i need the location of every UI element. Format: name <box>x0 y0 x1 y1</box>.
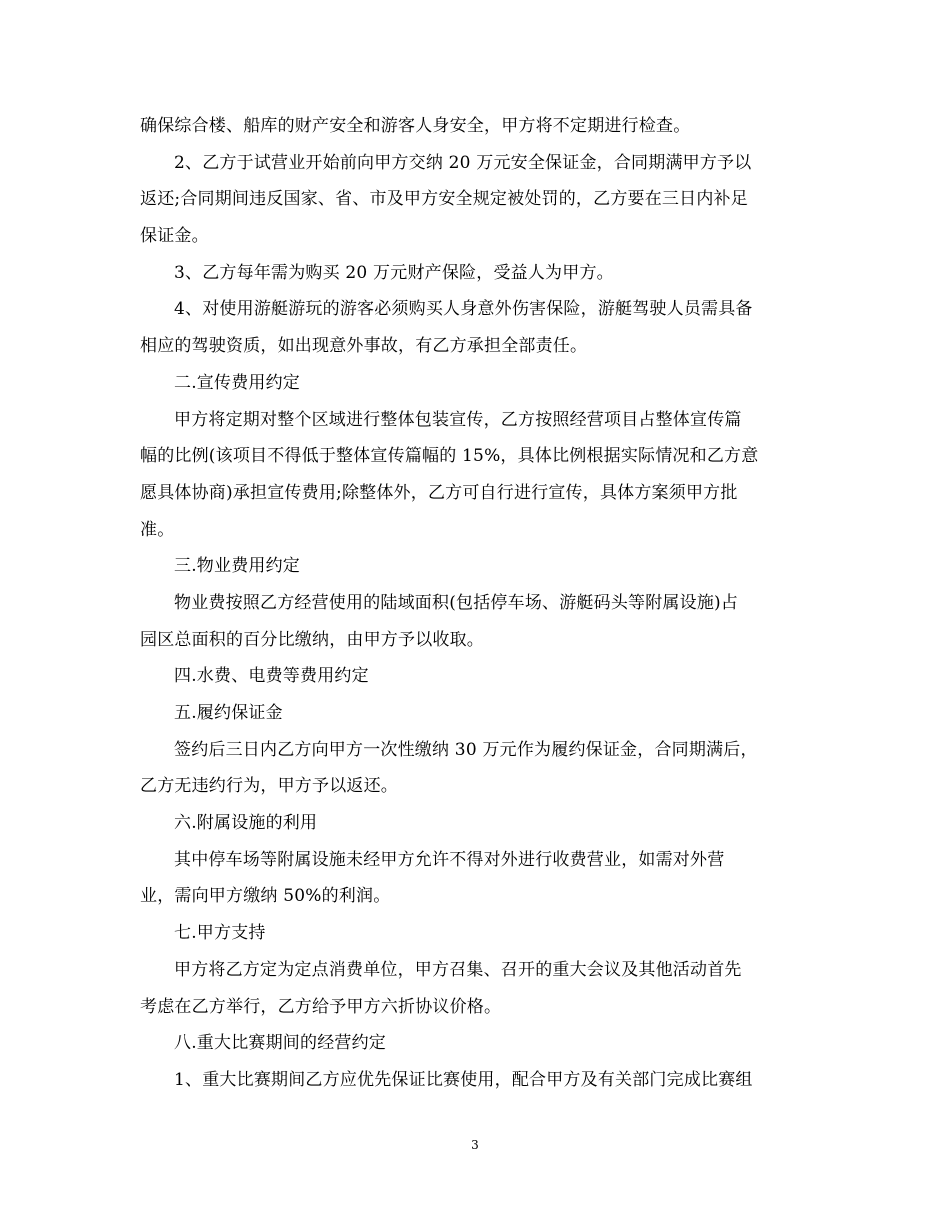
text-line: 确保综合楼、船库的财产安全和游客人身安全，甲方将不定期进行检查。 <box>140 116 691 136</box>
text-line: 保证金。 <box>140 226 209 247</box>
text-line: 二.宣传费用约定 <box>174 372 301 393</box>
text-line: 四.水费、电费等费用约定 <box>174 666 369 687</box>
text-line: 其中停车场等附属设施未经甲方允许不得对外进行收费营业，如需对外营 <box>174 849 725 870</box>
text-line: 乙方无违约行为，甲方予以返还。 <box>140 776 398 797</box>
text-line: 幅的比例(该项目不得低于整体宣传篇幅的 15%，具体比例根据实际情况和乙方意 <box>140 446 759 467</box>
text-line: 3、乙方每年需为购买 20 万元财产保险，受益人为甲方。 <box>174 262 614 283</box>
text-line: 七.甲方支持 <box>174 923 266 944</box>
text-line: 4、对使用游艇游玩的游客必须购买人身意外伤害保险，游艇驾驶人员需具备 <box>174 299 753 320</box>
text-line: 考虑在乙方举行，乙方给予甲方六折协议价格。 <box>140 996 502 1017</box>
text-line: 1、重大比赛期间乙方应优先保证比赛使用，配合甲方及有关部门完成比赛组 <box>174 1069 753 1090</box>
text-line: 返还;合同期间违反国家、省、市及甲方安全规定被处罚的，乙方要在三日内补足 <box>140 189 748 210</box>
text-line: 五.履约保证金 <box>174 703 283 723</box>
text-line: 准。 <box>140 519 175 540</box>
text-line: 三.物业费用约定 <box>174 556 301 577</box>
text-line: 相应的驾驶资质，如出现意外事故，有乙方承担全部责任。 <box>140 336 588 357</box>
text-line: 签约后三日内乙方向甲方一次性缴纳 30 万元作为履约保证金，合同期满后， <box>174 739 758 760</box>
text-line: 六.附属设施的利用 <box>174 813 318 834</box>
text-line: 物业费按照乙方经营使用的陆域面积(包括停车场、游艇码头等附属设施)占 <box>174 592 739 613</box>
document-body <box>0 108 950 1099</box>
text-line: 甲方将定期对整个区域进行整体包装宣传，乙方按照经营项目占整体宣传篇 <box>174 409 742 430</box>
text-line: 甲方将乙方定为定点消费单位，甲方召集、召开的重大会议及其他活动首先 <box>174 959 742 980</box>
text-line: 园区总面积的百分比缴纳，由甲方予以收取。 <box>140 629 484 650</box>
text-line: 业，需向甲方缴纳 50%的利润。 <box>140 886 391 907</box>
text-line: 2、乙方于试营业开始前向甲方交纳 20 万元安全保证金，合同期满甲方予以 <box>174 152 752 173</box>
page-number: 3 <box>471 1138 479 1152</box>
text-line: 八.重大比赛期间的经营约定 <box>174 1033 387 1054</box>
text-line: 愿具体协商)承担宣传费用;除整体外，乙方可自行进行宣传，具体方案须甲方批 <box>140 482 738 503</box>
